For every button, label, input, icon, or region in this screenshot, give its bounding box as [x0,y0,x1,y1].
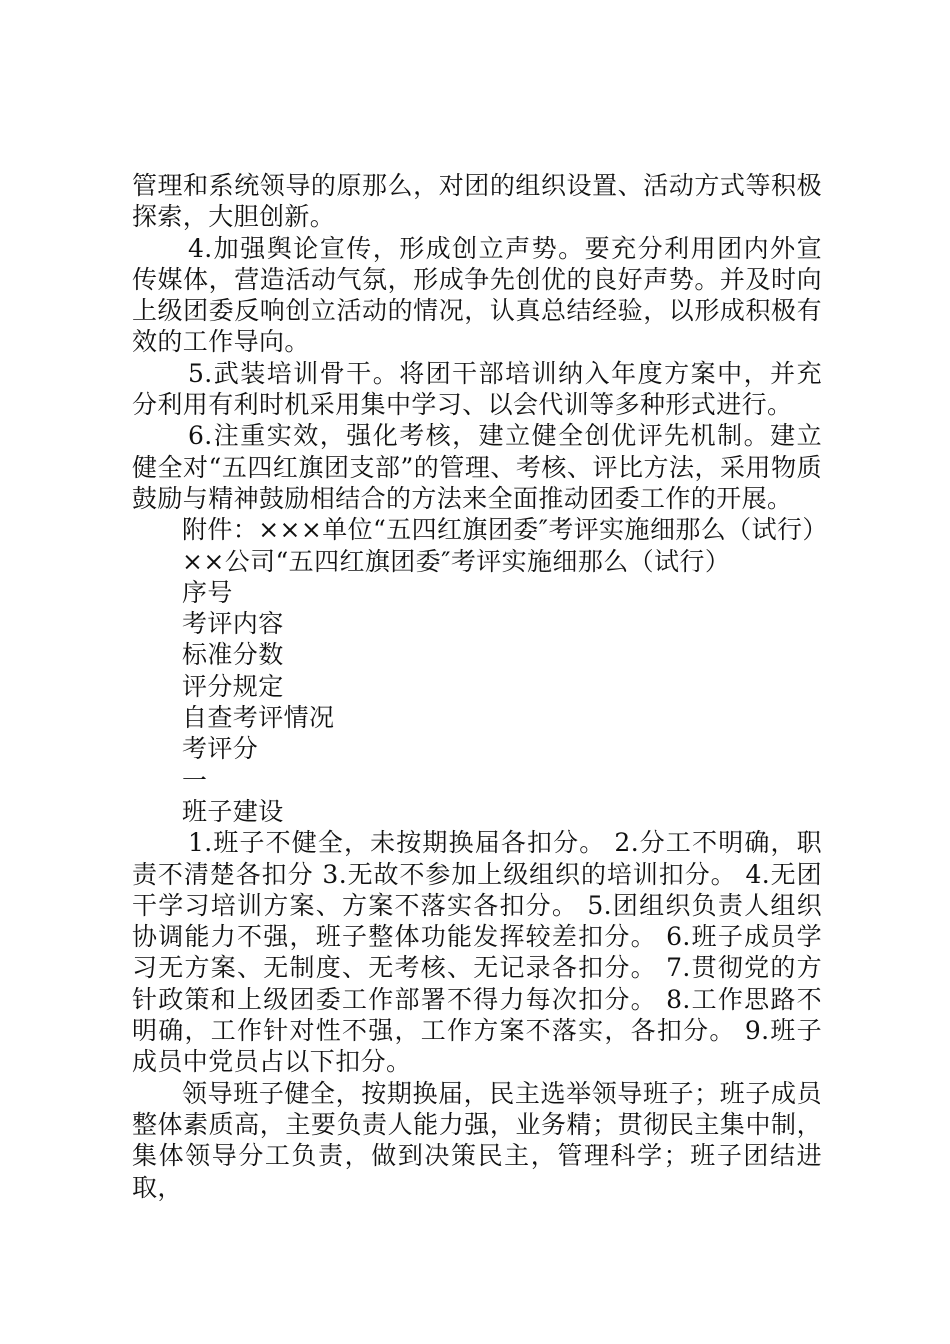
table-header-scoring-rules: 评分规定 [182,671,284,701]
paragraph-item-4: 4.加强舆论宣传，形成创立声势。要充分利用团内外宣传媒体，营造活动气氛，形成争先创优的良好声势。并及时向上级团委反响创立活动的情况，认真总结经验，以形成积极有效的工作导向。 [132,233,822,357]
table-header-standard-score: 标准分数 [182,640,284,670]
table-row-title: 班子建设 [182,796,284,826]
evaluation-criteria-text: 领导班子健全，按期换届，民主选举领导班子；班子成员整体素质高，主要负责人能力强，业务精；贯彻民主集中制，集体领导分工负责，做到决策民主，管理科学；班子团结进取， [132,1078,822,1202]
table-header-content: 考评内容 [182,609,284,639]
table-header-score: 考评分 [182,734,259,764]
attachment-line: 附件：×××单位“五四红旗团委″考评实施细那么（试行） [182,515,828,545]
paragraph-continuation: 管理和系统领导的原那么，对团的组织设置、活动方式等积极探索，大胆创新。 [132,171,822,232]
document-body [132,170,828,1203]
table-title: ××公司“五四红旗团委″考评实施细那么（试行） [182,546,731,576]
paragraph-item-6: 6.注重实效，强化考核，建立健全创优评先机制。建立健全对“五四红旗团支部”的管理、考核、评比方法，采用物质鼓励与精神鼓励相结合的方法来全面推动团委工作的开展。 [132,421,822,513]
table-header-index: 序号 [182,577,233,607]
scoring-rules-text: 1.班子不健全，未按期换届各扣分。 2.分工不明确，职责不清楚各扣分 3.无故不参加上级组织的培训扣分。 4.无团干学习培训方案、方案不落实各扣分。 5.团组织负责人组织协调能力不强，班子整体功能发挥较差扣分。 6.班子成员学习无方案、无制度、无考核、无记录各扣分。 7.贯彻党的方针政策和上级团委工作部署不得力每次扣分。 8.工作思路不明确，工作针对性不强，工作方案不落实，各扣分。 9.班子成员中党员占以下扣分。 [132,828,822,1077]
table-row-number: 一 [182,765,208,795]
table-header-self-check: 自查考评情况 [182,703,335,733]
paragraph-item-5: 5.武装培训骨干。将团干部培训纳入年度方案中，并充分利用有利时机采用集中学习、以会代训等多种形式进行。 [132,358,822,420]
